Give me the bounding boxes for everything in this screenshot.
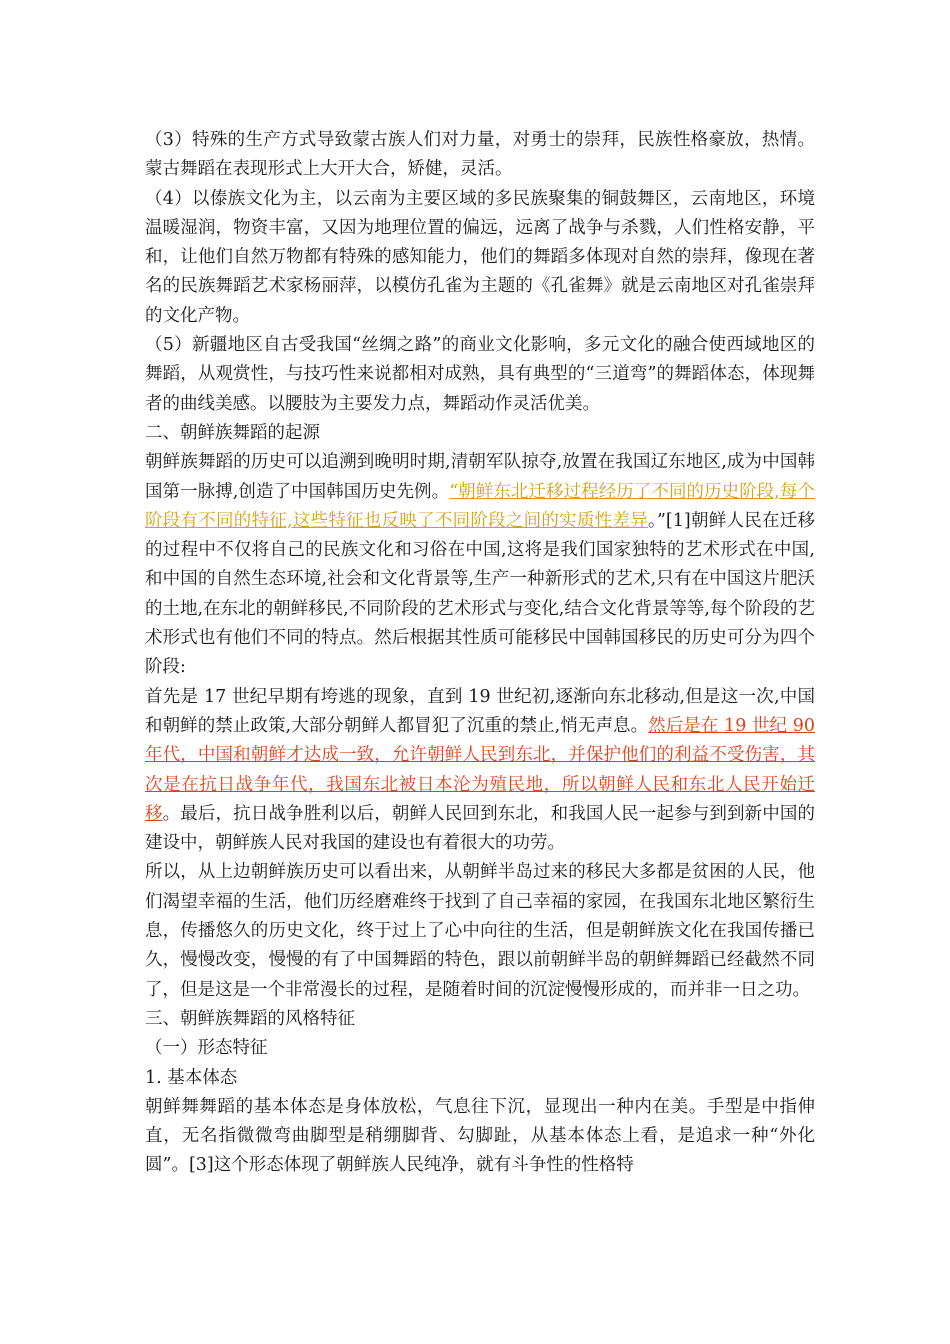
paragraph-xinjiang-dance: （5）新疆地区自古受我国“丝绸之路”的商业文化影响，多元文化的融合使西域地区的舞蹈，从观赏性，与技巧性来说都相对成熟，具有典型的“三道弯”的舞蹈体态，体现舞者的曲线美感。以腰肢为主要发力点，舞蹈动作灵活优美。 xyxy=(145,335,815,414)
paragraph-summary: 所以，从上边朝鲜族历史可以看出来，从朝鲜半岛过来的移民大多都是贫困的人民，他们渴望幸福的生活，他们历经磨难终于找到了自己幸福的家园，在我国东北地区繁衍生息，传播悠久的历史文化，终于过上了心中向往的生活，但是朝鲜族文化在我国传播已久，慢慢改变，慢慢的有了中国舞蹈的特色，跟以前朝鲜半岛的朝鲜舞蹈已经截然不同了，但是这是一个非常漫长的过程，是随着时间的沉淀慢慢形成的，而并非一日之功。 xyxy=(145,862,815,1000)
text-run: 朝鲜族舞蹈的历史可以追溯到晚明时期,清朝军队掠夺,放置在我国辽东地区,成为中国韩国第一脉搏,创造了中国韩国历史先例。 xyxy=(145,452,815,502)
section-heading-style: 三、朝鲜族舞蹈的风格特征 xyxy=(145,1008,355,1029)
highlighted-quote: “朝鲜东北迁移过程经历了不同的历史阶段,每个阶段有不同的特征,这些特征也反映了不同阶段之间的实质性差异 xyxy=(145,481,815,531)
paragraph-mongolian-dance: （3）特殊的生产方式导致蒙古族人们对力量，对勇士的崇拜，民族性格豪放，热情。蒙古舞蹈在表现形式上大开大合，矫健，灵活。 xyxy=(145,130,815,180)
text-run: 。”[1]朝鲜人民在迁移的过程中不仅将自己的民族文化和习俗在中国,这将是我们国家独特的艺术形式在中国,和中国的自然生态环境,社会和文化背景等,生产一种新形式的艺术,只有在中国这片肥沃的土地,在东北的朝鲜移民,不同阶段的艺术形式与变化,结合文化背景等等,每个阶段的艺术形式也有他们不同的特点。然后根据其性质可能移民中国韩国移民的历史可分为四个阶段: xyxy=(145,510,815,678)
text-run: 。最后，抗日战争胜利以后，朝鲜人民回到东北，和我国人民一起参与到到新中国的建设中，朝鲜族人民对我国的建设也有着很大的功劳。 xyxy=(145,803,816,854)
paragraph-basic-posture: 朝鲜舞舞蹈的基本体态是身体放松，气息往下沉，显现出一种内在美。手型是中指伸直，无名指微微弯曲脚型是稍绷脚背、勾脚趾，从基本体态上看，是追求一种“外化圆”。[3]这个形态体现了朝鲜族人民纯净，就有斗争性的性格特 xyxy=(145,1096,815,1176)
text-run: 首先是 17 世纪早期有垮逃的现象，直到 19 世纪初,逐渐向东北移动,但是这一次,中国和朝鲜的禁止政策,大部分朝鲜人都冒犯了沉重的禁止,悄无声息。 xyxy=(145,686,815,736)
paragraph-migration-stages xyxy=(145,683,815,859)
paragraph-yunnan-dance: （4）以傣族文化为主，以云南为主要区域的多民族聚集的铜鼓舞区，云南地区，环境温暖湿润，物资丰富，又因为地理位置的偏远，远离了战争与杀戮，人们性格安静，平和，让他们自然万物都有特殊的感知能力，他们的舞蹈多体现对自然的崇拜，像现在著名的民族舞蹈艺术家杨丽萍，以模仿孔雀为主题的《孔雀舞》就是云南地区对孔雀崇拜的文化产物。 xyxy=(145,188,815,326)
section-heading-origin: 二、朝鲜族舞蹈的起源 xyxy=(145,422,320,443)
highlighted-passage: 然后是在 19 世纪 90 年代，中国和朝鲜才达成一致，允许朝鲜人民到东北，并保护他们的利益不受伤害，其次是在抗日战争年代，我国东北被日本沦为殖民地，所以朝鲜人民和东北人民开始迁移 xyxy=(145,715,815,824)
paragraph-korean-history xyxy=(145,448,815,682)
subsection-heading-posture: 1. 基本体态 xyxy=(145,1067,238,1088)
document-body xyxy=(145,126,815,1181)
subsection-heading-form: （一）形态特征 xyxy=(145,1038,268,1059)
